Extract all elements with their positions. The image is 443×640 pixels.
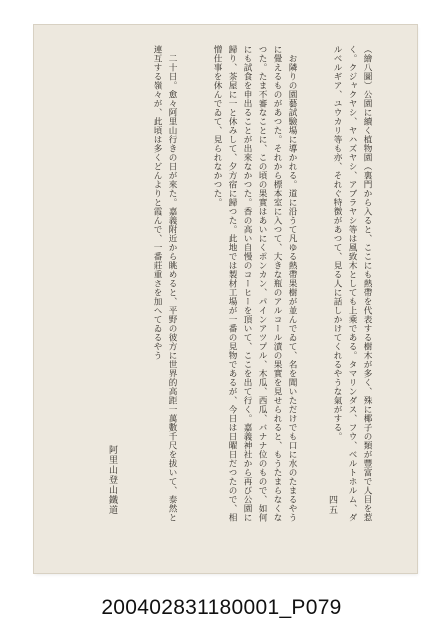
paragraph: 二十日。愈々阿里山行きの日が來た。嘉義附近から眺めると、平野の彼方に世界的高距一萬數千尺を拔いて、泰然と連互する嶺々が、此頃は多くどんよりと霞んで、一番莊重さを加へてゐるやう bbox=[152, 45, 177, 522]
body-text bbox=[48, 45, 404, 525]
scanned-page bbox=[34, 25, 417, 573]
running-head: 阿里山登山鐵道 bbox=[107, 445, 117, 515]
paragraph: お隣りの園藝試驗場に導かれる。道に沿うて凡ゆる熱帶果樹が並んでゐて、名を聞いただけでも口に水のたまるやうに覺えるものがあつた。それから標本室に入つて、大きな瓶のアルコール漬の果實を見せられると、もうたまらなくなつた。たま不審なことに、この頃の果實はあいにくポンカン、パインアツプル、木瓜、西瓜、バナナ位のもので、如何にも試食を申出ることが出來なかつた。香の高い自慢のコーヒーを頂いて、ここを出て行く。嘉義神社から再び公園に歸り、茶屋に一と休みして、夕方宿に歸つた。此地では製材工場が一番の見物であるが、今日は日曜日だつたので、相憎仕事を休んでゐて、見られなかつた。 bbox=[212, 45, 297, 522]
page-number: 四五 bbox=[327, 495, 337, 515]
paragraph: （繪八圖）公園に續く植物園（裏門から入ると、ここにも熱帶を代表する樹木が多く、殊に椰子の類が豐富で人目を惹く。クジャクヤシ、ヤハズヤシ、アブラヤシ等は風致木としても上乘である。タマリンダス、フウ、ベルトホルム、ダルベルギア、ユウカリ等も亦、それぐ特徴があつて、見る人に話しかけてくれるやうな氣がする。 bbox=[332, 45, 372, 522]
image-caption: 200402831180001_P079 bbox=[101, 596, 342, 619]
